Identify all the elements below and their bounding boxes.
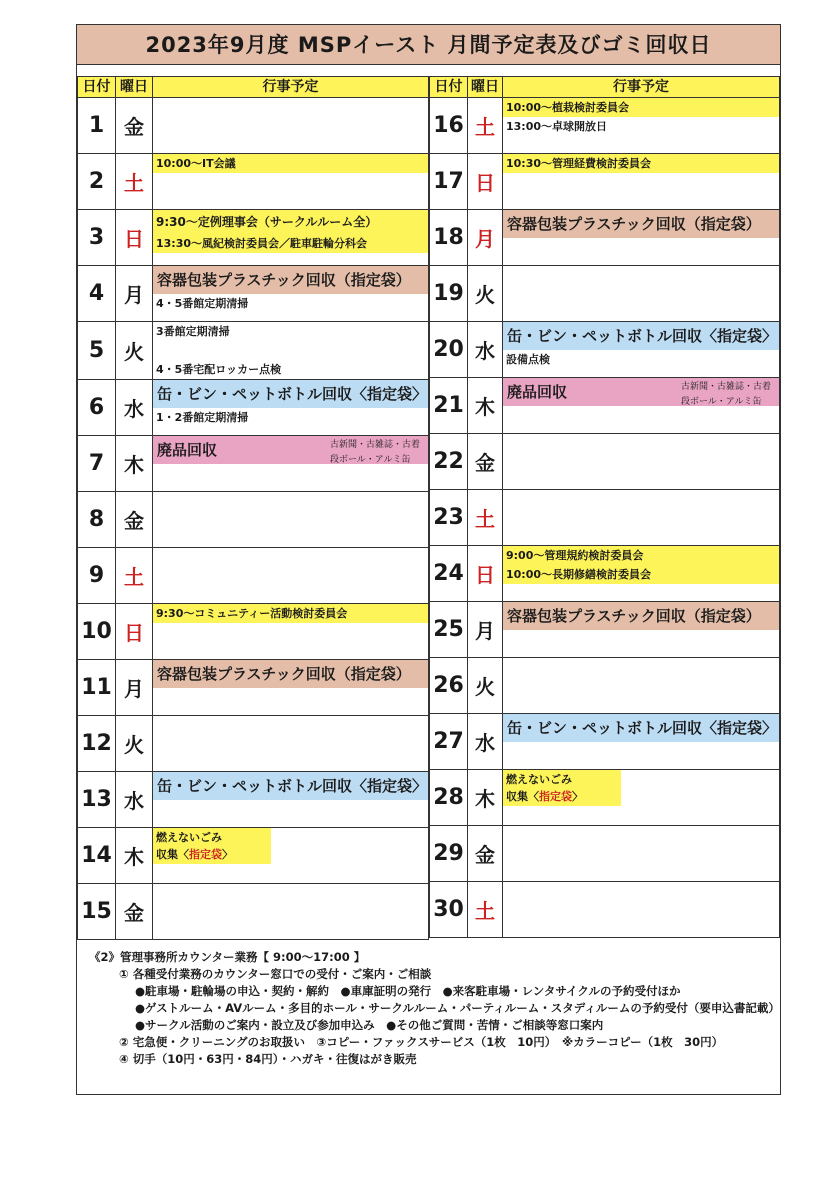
event-subitem: 段ボール・アルミ缶 — [329, 455, 411, 464]
events-cell — [153, 772, 429, 828]
weekday-cell: 月 — [116, 266, 153, 322]
event-item — [153, 828, 271, 864]
events-cell — [503, 434, 780, 490]
weekday-cell: 日 — [116, 210, 153, 266]
weekday-cell: 月 — [468, 210, 503, 266]
notes-line-3: ●ゲストルーム・AVルーム・多目的ホール・サークルルーム・パーティルーム・スタディルームの予約受付（要申込書記載） — [135, 1001, 780, 1015]
header-date: 日付 — [78, 77, 116, 98]
date-cell: 8 — [78, 492, 116, 548]
event-label: 廃品回収 — [507, 383, 568, 401]
event-item: 缶・ビン・ペットボトル回収〈指定袋〉 — [503, 714, 779, 742]
event-item — [503, 770, 621, 806]
event-item: 9:30～コミュニティー活動検討委員会 — [153, 604, 428, 623]
weekday-cell: 金 — [116, 492, 153, 548]
date-cell: 27 — [430, 714, 468, 770]
date-cell: 25 — [430, 602, 468, 658]
event-item: 10:00～長期修繕検討委員会 — [503, 565, 779, 584]
events-cell — [153, 716, 429, 772]
table-row — [78, 604, 429, 660]
table-row — [430, 658, 780, 714]
date-cell: 13 — [78, 772, 116, 828]
date-cell: 4 — [78, 266, 116, 322]
events-cell — [503, 770, 780, 826]
weekday-cell: 火 — [468, 658, 503, 714]
table-header-row — [78, 77, 429, 98]
table-row — [430, 602, 780, 658]
weekday-cell: 月 — [116, 660, 153, 716]
table-row — [430, 770, 780, 826]
events-cell — [503, 658, 780, 714]
table-row — [430, 378, 780, 434]
table-row — [430, 882, 780, 938]
events-cell — [503, 98, 780, 154]
event-item — [153, 341, 428, 360]
weekday-cell: 土 — [468, 98, 503, 154]
events-cell — [153, 884, 429, 940]
event-item: 9:30～定例理事会（サークルルーム全） — [153, 210, 428, 234]
events-cell — [153, 266, 429, 322]
event-item: 容器包装プラスチック回収（指定袋） — [153, 660, 428, 688]
weekday-cell: 土 — [468, 490, 503, 546]
event-subitems — [330, 438, 420, 464]
event-item: 3番館定期清掃 — [156, 325, 230, 338]
weekday-cell: 水 — [116, 772, 153, 828]
weekday-cell: 金 — [116, 884, 153, 940]
header-date: 日付 — [430, 77, 468, 98]
date-cell: 17 — [430, 154, 468, 210]
weekday-cell: 月 — [468, 602, 503, 658]
table-row — [78, 266, 429, 322]
event-subitem: 古新聞・古雑誌・古着 — [329, 440, 420, 450]
events-cell — [503, 882, 780, 938]
events-cell — [153, 322, 429, 380]
table-row — [430, 210, 780, 266]
notes-line-4: ●サークル活動のご案内・設立及び参加申込み ●その他ご質問・苦情・ご相談等窓口案内 — [135, 1018, 604, 1032]
event-item: 缶・ビン・ペットボトル回収〈指定袋〉 — [153, 772, 428, 800]
date-cell: 16 — [430, 98, 468, 154]
schedule-table-right — [429, 76, 780, 938]
events-cell — [153, 660, 429, 716]
table-row — [78, 772, 429, 828]
schedule-sheet — [76, 24, 781, 1095]
table-row — [78, 660, 429, 716]
header-events: 行事予定 — [153, 77, 429, 98]
event-label: 〉 — [222, 848, 233, 861]
weekday-cell: 木 — [468, 770, 503, 826]
events-cell — [503, 546, 780, 602]
events-cell — [503, 714, 780, 770]
event-item: 缶・ビン・ペットボトル回収〈指定袋〉 — [153, 380, 428, 408]
event-label: 収集〈 — [506, 790, 539, 803]
date-cell: 9 — [78, 548, 116, 604]
table-row — [430, 546, 780, 602]
date-cell: 3 — [78, 210, 116, 266]
weekday-cell: 土 — [468, 882, 503, 938]
date-cell: 10 — [78, 604, 116, 660]
events-cell — [503, 266, 780, 322]
date-cell: 7 — [78, 436, 116, 492]
date-cell: 20 — [430, 322, 468, 378]
events-cell — [153, 828, 429, 884]
events-cell — [503, 210, 780, 266]
date-cell: 5 — [78, 322, 116, 380]
weekday-cell: 金 — [468, 826, 503, 882]
date-cell: 18 — [430, 210, 468, 266]
events-cell — [503, 602, 780, 658]
event-item: 9:00～管理規約検討委員会 — [503, 546, 779, 565]
events-cell — [503, 154, 780, 210]
event-item — [503, 378, 779, 406]
event-item: 1・2番館定期清掃 — [156, 411, 249, 424]
event-item: 缶・ビン・ペットボトル回収〈指定袋〉 — [503, 322, 779, 350]
events-cell — [153, 492, 429, 548]
event-item: 4・5番館定期清掃 — [156, 297, 249, 310]
date-cell: 28 — [430, 770, 468, 826]
weekday-cell: 水 — [468, 322, 503, 378]
events-cell — [503, 490, 780, 546]
event-item: 10:00～植栽検討委員会 — [503, 98, 779, 117]
events-cell — [153, 548, 429, 604]
page-title: 2023年9月度 MSPイースト 月間予定表及びゴミ回収日 — [77, 25, 780, 65]
table-header-row — [430, 77, 780, 98]
notes-line-5: ② 宅急便・クリーニングのお取扱い ③コピー・ファックスサービス（1枚 10円） ※カラーコピー（1枚 30円） — [119, 1035, 724, 1049]
weekday-cell: 火 — [116, 322, 153, 380]
event-item: 容器包装プラスチック回収（指定袋） — [503, 210, 779, 238]
event-item: 容器包装プラスチック回収（指定袋） — [153, 266, 428, 294]
table-row — [430, 266, 780, 322]
notes-line-2: ●駐車場・駐輪場の申込・契約・解約 ●車庫証明の発行 ●来客駐車場・レンタサイクルの予約受付ほか — [135, 984, 681, 998]
table-row — [430, 714, 780, 770]
table-row — [78, 884, 429, 940]
table-row — [430, 98, 780, 154]
event-label: 燃えないごみ — [506, 773, 572, 786]
event-subitem: 古新聞・古雑誌・古着 — [680, 382, 771, 392]
notes-line-6: ④ 切手（10円・63円・84円）・ハガキ・往復はがき販売 — [119, 1052, 417, 1066]
events-cell — [153, 98, 429, 154]
event-label: 燃えないごみ — [156, 831, 222, 844]
event-item: 4・5番宅配ロッカー点検 — [156, 363, 282, 376]
events-cell — [153, 154, 429, 210]
date-cell: 11 — [78, 660, 116, 716]
header-events: 行事予定 — [503, 77, 780, 98]
weekday-cell: 金 — [116, 98, 153, 154]
event-label: 収集〈 — [156, 848, 189, 861]
table-row — [430, 322, 780, 378]
date-cell: 14 — [78, 828, 116, 884]
table-row — [78, 210, 429, 266]
date-cell: 2 — [78, 154, 116, 210]
event-item: 13:30～風紀検討委員会／駐車駐輪分科会 — [153, 234, 428, 253]
events-cell — [153, 210, 429, 266]
notes-line-1: ① 各種受付業務のカウンター窓口での受付・ご案内・ご相談 — [119, 967, 432, 981]
table-row — [78, 98, 429, 154]
events-cell — [153, 604, 429, 660]
weekday-cell: 水 — [468, 714, 503, 770]
notes-heading: 《2》管理事務所カウンター業務【 9:00～17:00 】 — [89, 950, 366, 964]
event-label-emphasis: 指定袋 — [539, 790, 572, 803]
table-row — [78, 548, 429, 604]
table-row — [78, 380, 429, 436]
event-item: 容器包装プラスチック回収（指定袋） — [503, 602, 779, 630]
event-item: 13:00～卓球開放日 — [506, 120, 608, 133]
events-cell — [153, 436, 429, 492]
weekday-cell: 水 — [116, 380, 153, 436]
date-cell: 26 — [430, 658, 468, 714]
table-row — [430, 826, 780, 882]
events-cell — [503, 322, 780, 378]
weekday-cell: 金 — [468, 434, 503, 490]
header-weekday: 曜日 — [116, 77, 153, 98]
weekday-cell: 日 — [116, 604, 153, 660]
date-cell: 21 — [430, 378, 468, 434]
event-item: 10:00～IT会議 — [153, 154, 428, 173]
date-cell: 1 — [78, 98, 116, 154]
weekday-cell: 木 — [468, 378, 503, 434]
event-item: 設備点検 — [506, 353, 550, 366]
event-subitems — [681, 380, 771, 406]
table-row — [430, 154, 780, 210]
table-row — [430, 490, 780, 546]
table-row — [78, 716, 429, 772]
header-weekday: 曜日 — [468, 77, 503, 98]
events-cell — [153, 380, 429, 436]
weekday-cell: 火 — [468, 266, 503, 322]
event-subitem: 段ボール・アルミ缶 — [680, 397, 762, 406]
date-cell: 22 — [430, 434, 468, 490]
date-cell: 19 — [430, 266, 468, 322]
weekday-cell: 日 — [468, 546, 503, 602]
weekday-cell: 日 — [468, 154, 503, 210]
events-cell — [503, 378, 780, 434]
date-cell: 15 — [78, 884, 116, 940]
date-cell: 29 — [430, 826, 468, 882]
date-cell: 6 — [78, 380, 116, 436]
event-label: 廃品回収 — [157, 441, 218, 459]
date-cell: 24 — [430, 546, 468, 602]
events-cell — [503, 826, 780, 882]
date-cell: 30 — [430, 882, 468, 938]
date-cell: 23 — [430, 490, 468, 546]
weekday-cell: 木 — [116, 436, 153, 492]
event-item — [153, 436, 428, 464]
table-row — [430, 434, 780, 490]
table-row — [78, 828, 429, 884]
table-row — [78, 492, 429, 548]
table-row — [78, 436, 429, 492]
date-cell: 12 — [78, 716, 116, 772]
weekday-cell: 土 — [116, 154, 153, 210]
office-notes — [77, 945, 780, 1085]
schedule-table-left — [77, 76, 429, 940]
weekday-cell: 土 — [116, 548, 153, 604]
weekday-cell: 木 — [116, 828, 153, 884]
weekday-cell: 火 — [116, 716, 153, 772]
table-row — [78, 322, 429, 380]
event-label-emphasis: 指定袋 — [189, 848, 222, 861]
event-label: 〉 — [572, 790, 583, 803]
event-item: 10:30～管理経費検討委員会 — [503, 154, 779, 173]
table-row — [78, 154, 429, 210]
